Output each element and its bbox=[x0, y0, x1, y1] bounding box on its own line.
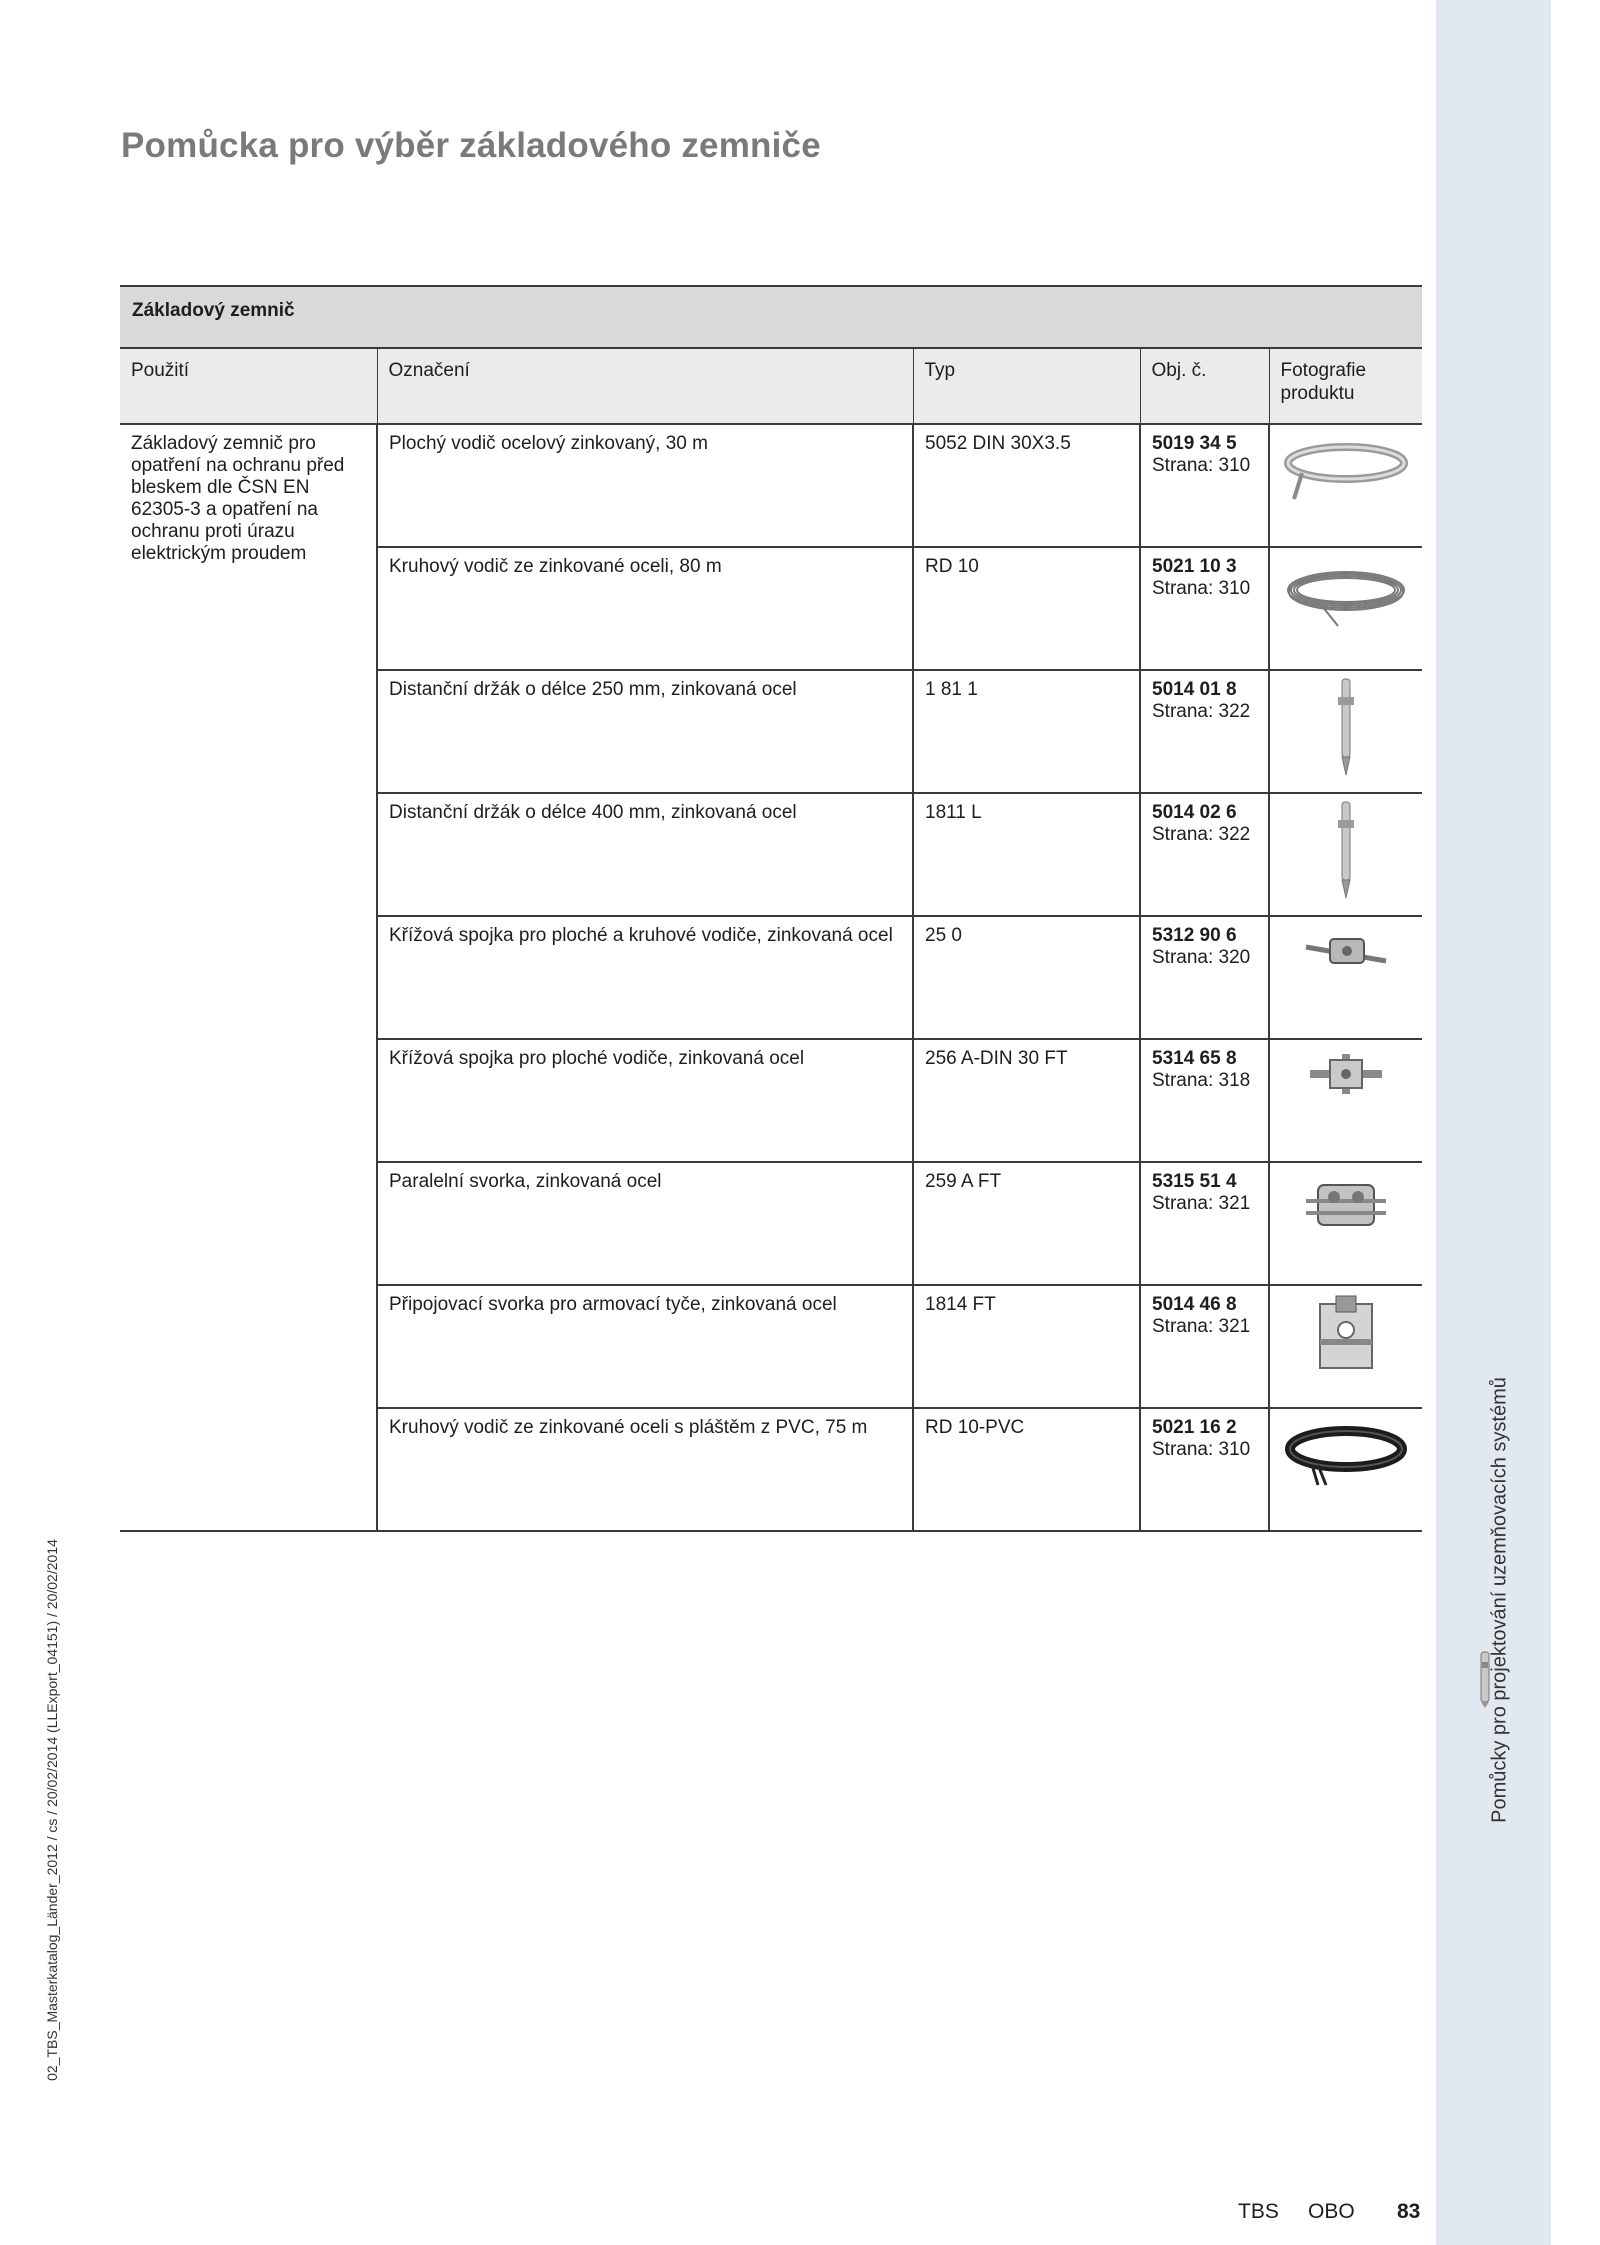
article-number: 5019 34 5 bbox=[1152, 433, 1237, 454]
page-reference: Strana: 322 bbox=[1152, 824, 1251, 845]
pvc-coil-icon bbox=[1274, 1413, 1418, 1493]
cell-article-no bbox=[1140, 916, 1269, 1039]
section-title: Základový zemnič bbox=[120, 286, 1422, 348]
cell-article-no bbox=[1140, 547, 1269, 670]
cell-article-no bbox=[1140, 1162, 1269, 1285]
article-number: 5021 10 3 bbox=[1152, 556, 1237, 577]
cell-type: RD 10-PVC bbox=[913, 1408, 1140, 1531]
flat-conductor-coil-icon bbox=[1274, 429, 1418, 509]
round-wire-coil-icon bbox=[1274, 552, 1418, 632]
page-reference: Strana: 321 bbox=[1152, 1193, 1251, 1214]
cell-article-no bbox=[1140, 1408, 1269, 1531]
column-header-photo: Fotografie produktu bbox=[1269, 348, 1422, 424]
cell-designation: Distanční držák o délce 400 mm, zinkovaná ocel bbox=[377, 793, 913, 916]
product-table bbox=[120, 285, 1422, 1532]
cell-type: 256 A-DIN 30 FT bbox=[913, 1039, 1140, 1162]
cell-usage: Základový zemnič pro opatření na ochranu před bleskem dle ČSN EN 62305-3 a opatření na ochranu proti úrazu elektrickým proudem bbox=[120, 424, 377, 1531]
page-reference: Strana: 320 bbox=[1152, 947, 1251, 968]
page-reference: Strana: 310 bbox=[1152, 1439, 1251, 1460]
cell-designation: Připojovací svorka pro armovací tyče, zinkovaná ocel bbox=[377, 1285, 913, 1408]
cell-photo bbox=[1269, 1039, 1422, 1162]
cell-article-no bbox=[1140, 1285, 1269, 1408]
cell-type: 1814 FT bbox=[913, 1285, 1140, 1408]
cell-designation: Distanční držák o délce 250 mm, zinkovaná ocel bbox=[377, 670, 913, 793]
cross-connector-flat-icon bbox=[1274, 1044, 1418, 1104]
cell-type: 259 A FT bbox=[913, 1162, 1140, 1285]
page-number: 83 bbox=[1397, 2200, 1421, 2223]
cell-article-no bbox=[1140, 670, 1269, 793]
article-number: 5315 51 4 bbox=[1152, 1171, 1237, 1192]
spacer-holder-thumbnail-icon bbox=[1477, 1650, 1493, 1710]
cell-type: 25 0 bbox=[913, 916, 1140, 1039]
article-number: 5314 65 8 bbox=[1152, 1048, 1237, 1069]
article-number: 5312 90 6 bbox=[1152, 925, 1237, 946]
cell-designation: Křížová spojka pro ploché a kruhové vodiče, zinkovaná ocel bbox=[377, 916, 913, 1039]
page-reference: Strana: 321 bbox=[1152, 1316, 1251, 1337]
article-number: 5014 46 8 bbox=[1152, 1294, 1237, 1315]
cell-type: 1 81 1 bbox=[913, 670, 1140, 793]
catalog-export-info: 02_TBS_Masterkatalog_Länder_2012 / cs / 20/02/2014 (LLExport_04151) / 20/02/2014 bbox=[44, 1539, 60, 2081]
side-section-label: Pomůcky pro projektování uzemňovacích systémů bbox=[1488, 1377, 1511, 1823]
article-number: 5014 01 8 bbox=[1152, 679, 1237, 700]
cell-type: 5052 DIN 30X3.5 bbox=[913, 424, 1140, 547]
page-reference: Strana: 310 bbox=[1152, 578, 1251, 599]
page-reference: Strana: 318 bbox=[1152, 1070, 1251, 1091]
spacer-holder-icon bbox=[1274, 798, 1418, 902]
cell-photo bbox=[1269, 547, 1422, 670]
cell-photo bbox=[1269, 1408, 1422, 1531]
cell-designation: Paralelní svorka, zinkovaná ocel bbox=[377, 1162, 913, 1285]
column-header-usage: Použití bbox=[120, 348, 377, 424]
article-number: 5014 02 6 bbox=[1152, 802, 1237, 823]
cell-type: RD 10 bbox=[913, 547, 1140, 670]
page-reference: Strana: 310 bbox=[1152, 455, 1251, 476]
section-header-row bbox=[120, 286, 1422, 348]
cell-designation: Křížová spojka pro ploché vodiče, zinkovaná ocel bbox=[377, 1039, 913, 1162]
cell-photo bbox=[1269, 424, 1422, 547]
cell-photo bbox=[1269, 670, 1422, 793]
cell-designation: Plochý vodič ocelový zinkovaný, 30 m bbox=[377, 424, 913, 547]
parallel-clamp-icon bbox=[1274, 1167, 1418, 1247]
spacer-holder-icon bbox=[1274, 675, 1418, 779]
footer-obo: OBO bbox=[1308, 2200, 1355, 2223]
cell-photo bbox=[1269, 1285, 1422, 1408]
footer-tbs: TBS bbox=[1238, 2200, 1279, 2223]
column-header-row bbox=[120, 348, 1422, 424]
cell-type: 1811 L bbox=[913, 793, 1140, 916]
cell-designation: Kruhový vodič ze zinkované oceli, 80 m bbox=[377, 547, 913, 670]
cell-photo bbox=[1269, 916, 1422, 1039]
table-row bbox=[120, 424, 1422, 547]
cell-article-no bbox=[1140, 424, 1269, 547]
column-header-designation: Označení bbox=[377, 348, 913, 424]
column-header-article-no: Obj. č. bbox=[1140, 348, 1269, 424]
cell-photo bbox=[1269, 1162, 1422, 1285]
cell-article-no bbox=[1140, 1039, 1269, 1162]
cross-connector-icon bbox=[1274, 921, 1418, 981]
page-title: Pomůcka pro výběr základového zemniče bbox=[121, 126, 821, 165]
article-number: 5021 16 2 bbox=[1152, 1417, 1237, 1438]
page-reference: Strana: 322 bbox=[1152, 701, 1251, 722]
cell-designation: Kruhový vodič ze zinkované oceli s pláštěm z PVC, 75 m bbox=[377, 1408, 913, 1531]
cell-article-no bbox=[1140, 793, 1269, 916]
column-header-type: Typ bbox=[913, 348, 1140, 424]
side-band bbox=[1436, 0, 1551, 2245]
cell-photo bbox=[1269, 793, 1422, 916]
rebar-clamp-icon bbox=[1274, 1290, 1418, 1386]
